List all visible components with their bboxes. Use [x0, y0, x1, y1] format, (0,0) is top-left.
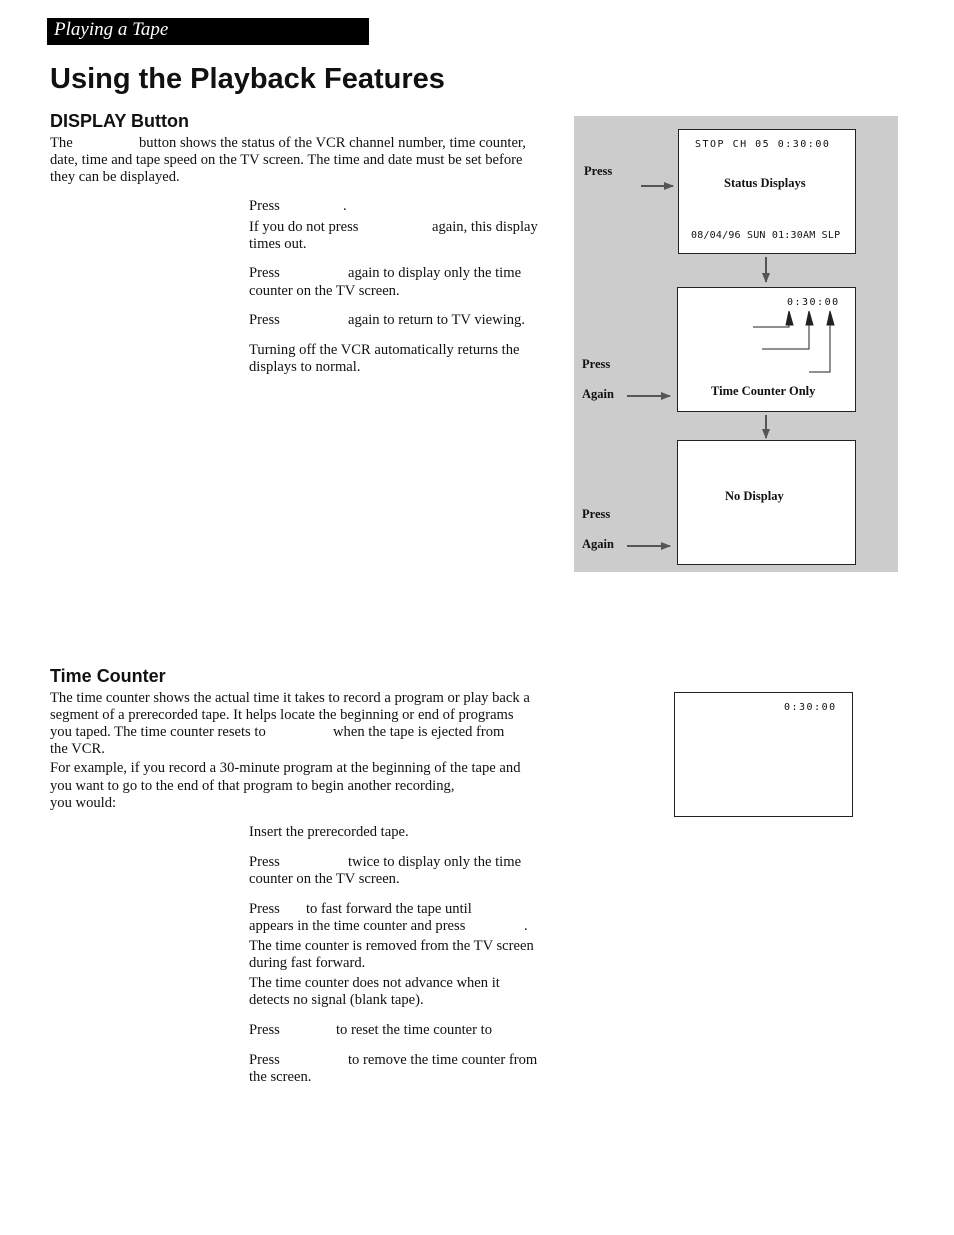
step-text: to remove the time counter from	[348, 1052, 538, 1068]
step-text: The time counter is removed from the TV screen	[249, 938, 534, 954]
step-text: displays to normal.	[249, 359, 361, 375]
intro-line: button shows the status of the VCR channel number, time counter,	[139, 135, 526, 151]
step-text: appears in the time counter and press	[249, 918, 466, 934]
intro-line: The time counter shows the actual time it takes to record a program or play back a	[50, 690, 530, 706]
step-text: Press	[249, 854, 280, 870]
step-text: Insert the prerecorded tape.	[249, 824, 409, 840]
example-line: For example, if you record a 30-minute program at the beginning of the tape and	[50, 760, 521, 776]
time-counter-heading: Time Counter	[50, 666, 166, 686]
step-text: Press	[249, 901, 280, 917]
intro-line: you taped. The time counter resets to	[50, 724, 266, 740]
status-bottom-line: 08/04/96 SUN 01:30AM SLP	[691, 230, 841, 241]
screen-label: Status Displays	[724, 176, 806, 190]
step-text: .	[524, 918, 528, 934]
counter-line: 0:30:00	[787, 297, 840, 308]
step-text: during fast forward.	[249, 955, 366, 971]
intro-fragment: The	[50, 135, 73, 151]
counter-line: 0:30:00	[784, 702, 837, 713]
step-text: Turning off the VCR automatically returns the	[249, 342, 520, 358]
step-text: the screen.	[249, 1069, 312, 1085]
step-text: The time counter does not advance when it	[249, 975, 500, 991]
step-text: Press	[249, 265, 280, 281]
example-line: you want to go to the end of that program to begin another recording,	[50, 778, 455, 794]
again-label: Again	[582, 537, 614, 551]
status-top-line: STOP CH 05 0:30:00	[695, 139, 831, 150]
press-label: Press	[582, 357, 611, 371]
step-text: detects no signal (blank tape).	[249, 992, 424, 1008]
screen-label: No Display	[725, 489, 784, 503]
tv-screen-counter-example	[674, 692, 853, 817]
step-text: times out.	[249, 236, 307, 252]
counter-pointer-icon	[753, 311, 834, 372]
step-text: again to display only the time	[348, 265, 522, 281]
step-text: Press	[249, 1052, 280, 1068]
step-text: counter on the TV screen.	[249, 283, 400, 299]
intro-line: they can be displayed.	[50, 169, 180, 185]
step-text: Press	[249, 312, 280, 328]
step-text: twice to display only the time	[348, 854, 522, 870]
intro-line: segment of a prerecorded tape. It helps locate the beginning or end of programs	[50, 707, 514, 723]
step-text: Press	[249, 198, 280, 214]
intro-line: the VCR.	[50, 741, 105, 757]
press-label: Press	[582, 507, 611, 521]
screen-label: Time Counter Only	[711, 384, 816, 398]
example-line: you would:	[50, 795, 117, 811]
step-text: to reset the time counter to	[336, 1022, 493, 1038]
again-label: Again	[582, 387, 614, 401]
step-text: counter on the TV screen.	[249, 871, 400, 887]
step-text: to fast forward the tape until	[306, 901, 472, 917]
intro-line: date, time and tape speed on the TV screen. The time and date must be set before	[50, 152, 523, 168]
display-button-heading: DISPLAY Button	[50, 111, 190, 131]
page-title: Using the Playback Features	[50, 63, 445, 95]
step-text: again to return to TV viewing.	[348, 312, 525, 328]
step-text: If you do not press	[249, 219, 359, 235]
step-text: .	[343, 198, 347, 214]
intro-line: when the tape is ejected from	[333, 724, 505, 740]
step-text: Press	[249, 1022, 280, 1038]
press-label: Press	[584, 164, 613, 178]
step-text: again, this display	[432, 219, 538, 235]
section-label: Playing a Tape	[54, 19, 169, 40]
